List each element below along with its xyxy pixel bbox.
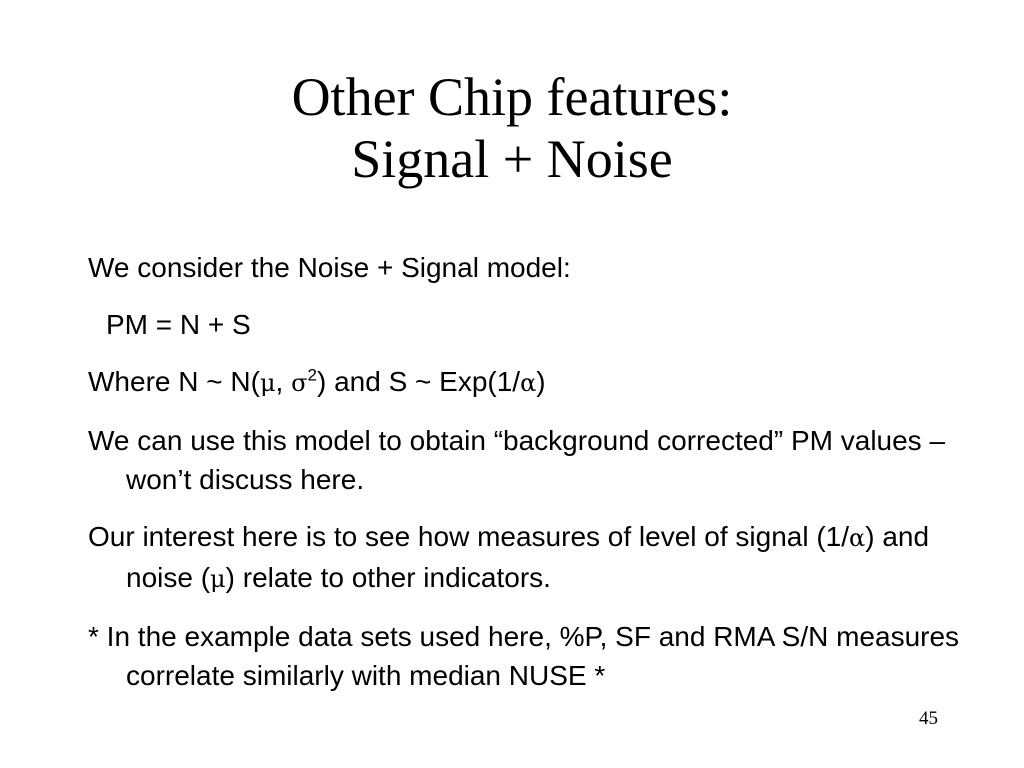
sigma-exponent: 2	[307, 365, 317, 385]
sigma-symbol: σ	[291, 369, 308, 397]
interest-prefix: Our interest here is to see how measures of level of signal (1/	[88, 521, 850, 552]
distribution-suffix: )	[536, 366, 546, 397]
distribution-definition	[88, 362, 968, 403]
mu-symbol: μ	[259, 369, 276, 397]
model-equation: PM = N + S	[106, 309, 251, 340]
distribution-prefix: Where N ~ N(	[88, 366, 260, 397]
slide-body	[88, 248, 968, 713]
distribution-comma: ,	[275, 366, 292, 397]
title-line-1: Other Chip features:	[291, 67, 733, 127]
alpha-symbol: α	[520, 369, 537, 397]
interest-statement	[88, 517, 968, 599]
interest-middle: ) and noise (	[126, 521, 930, 593]
distribution-middle: ) and S ~ Exp(1/	[316, 366, 521, 397]
model-intro: We consider the Noise + Signal model:	[88, 252, 571, 283]
alpha-symbol: α	[849, 524, 866, 552]
mu-symbol: μ	[210, 565, 226, 593]
slide-title	[0, 66, 1024, 190]
correlation-note: * In the example data sets used here, %P, SF and RMA S/N measures correlate similarly with median NUSE *	[88, 621, 960, 691]
title-line-2: Signal + Noise	[351, 129, 673, 189]
background-correction-note: We can use this model to obtain “background corrected” PM values – won’t discuss here.	[88, 425, 946, 495]
interest-suffix: ) relate to other indicators.	[225, 562, 551, 593]
page-number: 45	[919, 708, 938, 729]
